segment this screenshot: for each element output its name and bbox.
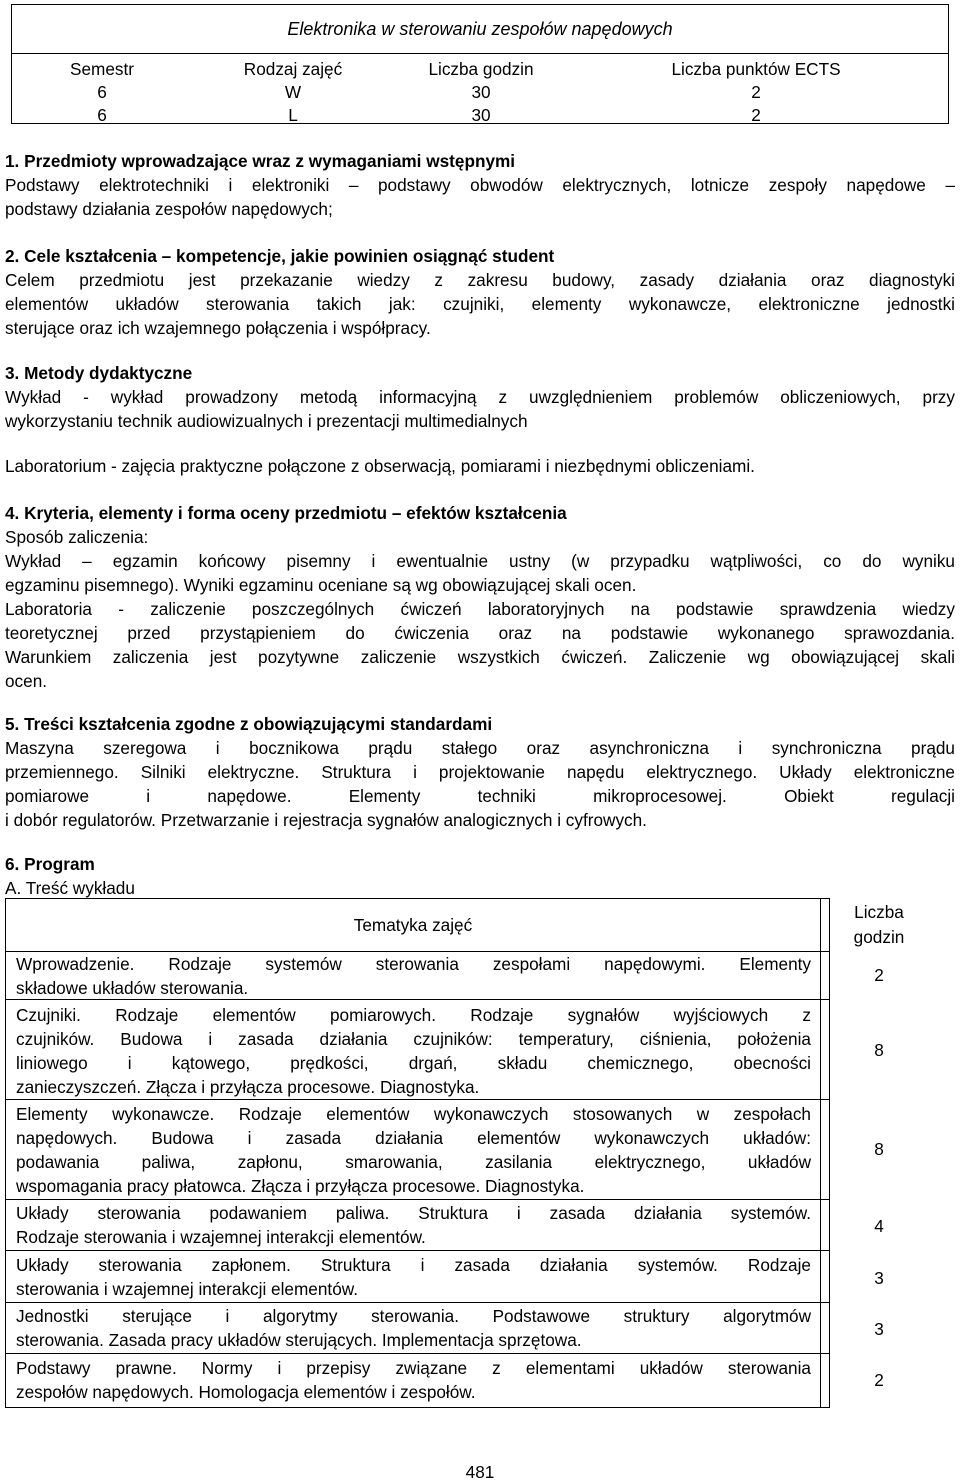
section-prerequisites: [5, 149, 955, 221]
row-hours: 3: [874, 1319, 884, 1339]
row-line: Układy sterowania podawaniem paliwa. Struktura i zasada działania systemów.: [16, 1203, 811, 1223]
section-heading: 5. Treści kształcenia zgodne z obowiązującymi standardami: [5, 714, 493, 734]
col-ects: Liczba punktów ECTS: [671, 59, 841, 79]
row-line: podawania paliwa, zapłonu, smarowania, zasilania elektrycznego, układów: [16, 1152, 811, 1172]
section-heading: 1. Przedmioty wprowadzające wraz z wymaganiami wstępnymi: [5, 151, 516, 171]
row-line: sterowania. Zasada pracy układów sterujących. Implementacja sprzętowa.: [16, 1330, 582, 1350]
table-row: [16, 1253, 811, 1301]
paragraph-line: Laboratoria - zaliczenie poszczególnych ćwiczeń laboratoryjnych na podstawie sprawdzenia wiedzy: [5, 599, 955, 619]
row-line: składowe układów sterowania.: [16, 978, 249, 998]
section-content: [5, 712, 955, 832]
paragraph-line: podstawy działania zespołów napędowych;: [5, 199, 333, 219]
row-hours: 2: [874, 965, 884, 985]
paragraph-line: wykorzystaniu technik audiowizualnych i prezentacji multimedialnych: [5, 411, 528, 431]
cell-ects: 2: [751, 105, 761, 125]
row-line: zanieczyszczeń. Złącza i przyłącza procesowe. Diagnostyka.: [16, 1077, 480, 1097]
course-title: Elektronika w sterowaniu zespołów napędowych: [12, 5, 948, 54]
row-line: Podstawy prawne. Normy i przepisy związane z elementami układów sterowania: [16, 1358, 811, 1378]
header-row: [12, 103, 948, 127]
section-goals: [5, 244, 955, 340]
row-line: Układy sterowania zapłonem. Struktura i zasada działania systemów. Rodzaje: [16, 1255, 811, 1275]
section-heading: 4. Kryteria, elementy i forma oceny przedmiotu – efektów kształcenia: [5, 503, 567, 523]
section-assessment: [5, 501, 955, 693]
table-row: [16, 1201, 811, 1249]
cell-hours: 30: [471, 82, 491, 102]
row-line: Jednostki sterujące i algorytmy sterowania. Podstawowe struktury algorytmów: [16, 1306, 811, 1326]
row-line: Rodzaje sterowania i wzajemnej interakcji elementów.: [16, 1227, 426, 1247]
cell-hours: 30: [471, 105, 491, 125]
paragraph-line: egzaminu pisemnego). Wyniki egzaminu oceniane są wg obowiązującej skali ocen.: [5, 575, 637, 595]
paragraph-line: pomiarowe i napędowe. Elementy techniki mikroprocesowej. Obiekt regulacji: [5, 786, 955, 806]
row-line: liniowego i kątowego, prędkości, drgań, składu chemicznego, obecności: [16, 1053, 811, 1073]
header-columns-row: [12, 57, 948, 81]
table-row: [16, 1003, 811, 1099]
page-number: 481: [465, 1462, 495, 1482]
cell-class-type: L: [288, 105, 298, 125]
cell-class-type: W: [284, 82, 302, 102]
table-row: [16, 952, 811, 1000]
row-hours: 3: [874, 1268, 884, 1288]
section-heading: 2. Cele kształcenia – kompetencje, jakie powinien osiągnąć student: [5, 246, 555, 266]
paragraph-line: Maszyna szeregowa i bocznikowa prądu stałego oraz asynchroniczna i synchroniczna prądu: [5, 738, 955, 758]
row-line: zespołów napędowych. Homologacja elementów i zespołów.: [16, 1382, 476, 1402]
cell-semester: 6: [97, 105, 107, 125]
table-header-hours-line2: godzin: [853, 927, 905, 947]
subsection-heading: A. Treść wykładu: [5, 878, 135, 898]
row-line: sterowania i wzajemnej interakcji elementów.: [16, 1279, 358, 1299]
row-line: napędowych. Budowa i zasada działania elementów wykonawczych układów:: [16, 1128, 811, 1148]
table-header-topics: Tematyka zajęć: [353, 915, 473, 935]
section-heading: 3. Metody dydaktyczne: [5, 363, 193, 383]
paragraph-line: Wykład - wykład prowadzony metodą informacyjną z uwzględnieniem problemów obliczeniowych, przy: [5, 387, 955, 407]
paragraph-line: Wykład – egzamin końcowy pisemny i ewentualnie ustny (w przypadku wątpliwości, co do wyniku: [5, 551, 955, 571]
section-program: [5, 852, 955, 900]
row-line: wspomagania pracy płatowca. Złącza i przyłącza procesowe. Diagnostyka.: [16, 1176, 585, 1196]
row-line: czujników. Budowa i zasada działania czujników: temperatury, ciśnienia, położenia: [16, 1029, 811, 1049]
row-line: Elementy wykonawcze. Rodzaje elementów wykonawczych stosowanych w zespołach: [16, 1104, 811, 1124]
table-header-hours-line1: Liczba: [854, 902, 904, 922]
paragraph-line: ocen.: [5, 671, 48, 691]
row-hours: 8: [874, 1139, 884, 1159]
col-class-type: Rodzaj zajęć: [243, 59, 343, 79]
lecture-topics-table: [5, 898, 830, 1408]
col-semester: Semestr: [70, 59, 134, 79]
row-line: Wprowadzenie. Rodzaje systemów sterowania zespołami napędowymi. Elementy: [16, 954, 811, 974]
paragraph-line: przemiennego. Silniki elektryczne. Struktura i projektowanie napędu elektrycznego. Układy elektroniczne: [5, 762, 955, 782]
paragraph-line: sterujące oraz ich wzajemnego połączenia i współpracy.: [5, 318, 431, 338]
section-heading: 6. Program: [5, 854, 95, 874]
section-methods: [5, 361, 955, 478]
paragraph-line: Sposób zaliczenia:: [5, 527, 149, 547]
cell-semester: 6: [97, 82, 107, 102]
header-row: [12, 80, 948, 104]
paragraph-line: Podstawy elektrotechniki i elektroniki – podstawy obwodów elektrycznych, lotnicze zespoły napędowe –: [5, 175, 955, 195]
table-row: [16, 1102, 811, 1198]
col-hours: Liczba godzin: [428, 59, 534, 79]
cell-ects: 2: [751, 82, 761, 102]
table-row: [16, 1304, 811, 1352]
row-line: Czujniki. Rodzaje elementów pomiarowych. Rodzaje sygnałów wyjściowych z: [16, 1005, 811, 1025]
course-header-table: [11, 4, 949, 124]
table-row: [16, 1356, 811, 1404]
paragraph-line: elementów układów sterowania takich jak: czujniki, elementy wykonawcze, elektroniczne jednostki: [5, 294, 955, 314]
paragraph-line: teoretycznej przed przystąpieniem do ćwiczenia oraz na podstawie wykonanego sprawozdania.: [5, 623, 955, 643]
paragraph-line: Celem przedmiotu jest przekazanie wiedzy z zakresu budowy, zasady działania oraz diagnostyki: [5, 270, 955, 290]
row-hours: 8: [874, 1040, 884, 1060]
paragraph-line: Warunkiem zaliczenia jest pozytywne zaliczenie wszystkich ćwiczeń. Zaliczenie wg obowiązującej skali: [5, 647, 955, 667]
row-hours: 4: [874, 1216, 884, 1236]
row-hours: 2: [874, 1370, 884, 1390]
paragraph-line: Laboratorium - zajęcia praktyczne połączone z obserwacją, pomiarami i niezbędnymi obliczeniami.: [5, 456, 755, 476]
paragraph-line: i dobór regulatorów. Przetwarzanie i rejestracja sygnałów analogicznych i cyfrowych.: [5, 810, 647, 830]
